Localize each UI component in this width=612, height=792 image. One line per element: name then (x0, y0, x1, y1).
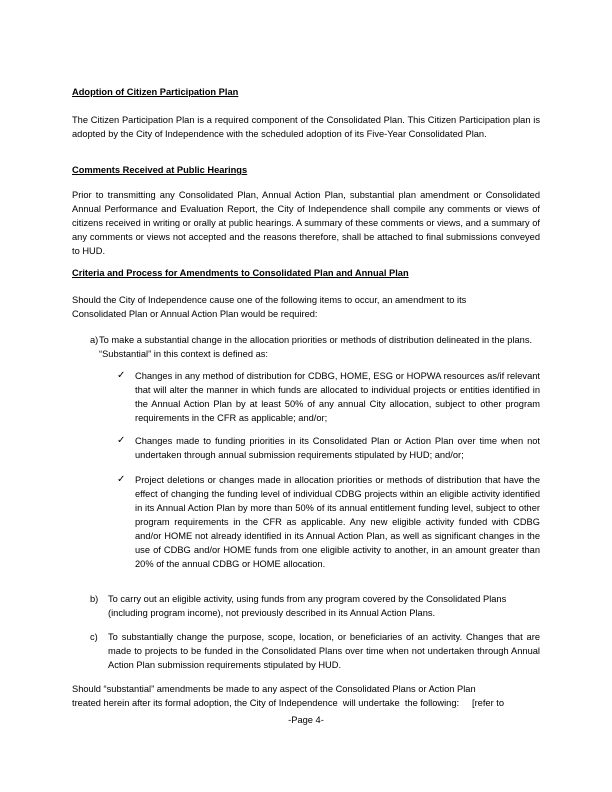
heading-criteria: Criteria and Process for Amendments to Consolidated Plan and Annual Plan (72, 268, 409, 278)
item-a-text: To make a substantial change in the allocation priorities or methods of distribution delineated in the plans. “Substantial” in this context is defined as: (99, 335, 533, 359)
check-item-1: Changes in any method of distribution for CDBG, HOME, ESG or HOPWA resources as/if relevant that will alter the manner in which funds are allocated to individual projects or entities identified in the Annual Action Plan by at least 50% of any annual City allocation, subject to other program requirements in the CFR as applicable; and/or; (135, 371, 540, 423)
paragraph-adoption: The Citizen Participation Plan is a required component of the Consolidated Plan. This Citizen Participation plan is adopted by the City of Independence with the scheduled adoption of its Five-Year Consolidated Plan. (72, 115, 540, 139)
item-c-text: To substantially change the purpose, scope, location, or beneficiaries of an activity. Changes that are made to projects to be funded in the Consolidated Plans over time when not undertaken through Annual Action Plan submission requirements stipulated by HUD. (108, 632, 540, 670)
item-c-marker: c) (90, 632, 98, 642)
paragraph-criteria-intro: Should the City of Independence cause one of the following items to occur, an amendment to its Consolidated Plan or Annual Action Plan would be required: (72, 295, 467, 319)
checkmark-icon: ✓ (117, 474, 126, 485)
item-b-marker: b) (90, 594, 99, 604)
checkmark-icon: ✓ (117, 435, 126, 446)
item-b-text: To carry out an eligible activity, using funds from any program covered by the Consolidated Plans (including program income), not previously described in its Annual Action Plans. (108, 594, 507, 618)
checkmark-icon: ✓ (117, 370, 126, 381)
closing-line-1: Should “substantial” amendments be made to any aspect of the Consolidated Plans or Action Plan (72, 684, 476, 694)
item-a-marker: a) (90, 335, 99, 345)
page-number: -Page 4- (288, 715, 324, 725)
heading-comments: Comments Received at Public Hearings (72, 165, 248, 175)
check-item-3: Project deletions or changes made in allocation priorities or methods of distribution that have the effect of changing the funding level of individual CDBG projects within an eligible activity identified in its Annual Action Plan by more than 50% of its annual entitlement funding level, subject to other program requirements in the CFR as applicable. Any new eligible activity funded with CDBG and/or HOME not already identified in its Annual Action Plan, as well as significant changes in the use of CDBG and/or HOME funds from one eligible activity to another, in an amount greater than 20% of the annual CDBG or HOME allocation. (135, 475, 540, 569)
closing-line-2: treated herein after its formal adoption, the City of Independence will undertake the following: [refer to (72, 698, 505, 708)
heading-adoption: Adoption of Citizen Participation Plan (72, 87, 239, 97)
check-item-2: Changes made to funding priorities in its Consolidated Plan or Action Plan over time when not undertaken through annual submission requirements stipulated by HUD; and/or; (135, 436, 540, 460)
paragraph-comments: Prior to transmitting any Consolidated Plan, Annual Action Plan, substantial plan amendment or Consolidated Annual Performance and Evaluation Report, the City of Independence shall compile any comments or views of citizens received in writing or orally at public hearings. A summary of these comments or views, and a summary of any comments or views not accepted and the reasons therefore, shall be attached to final submissions conveyed to HUD. (72, 190, 540, 256)
